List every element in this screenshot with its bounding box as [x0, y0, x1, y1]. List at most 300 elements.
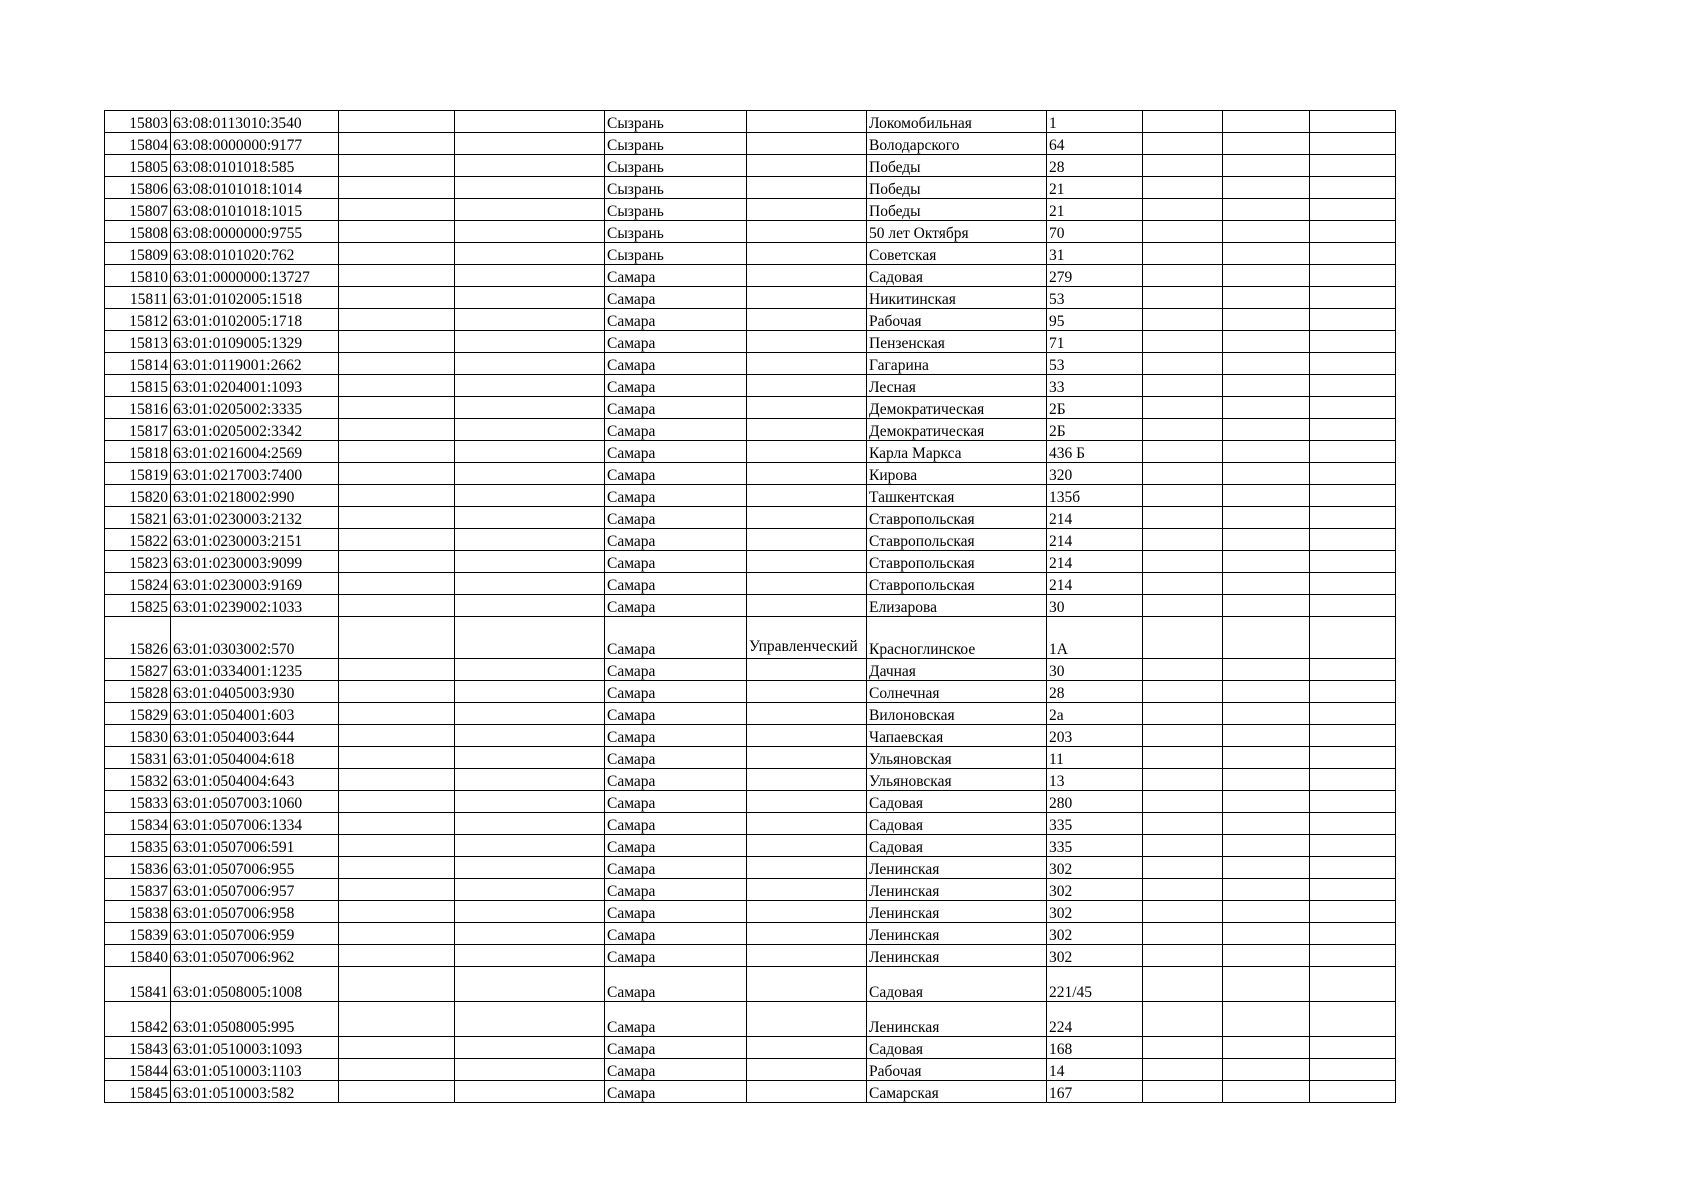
- cell-empty: [1310, 813, 1396, 835]
- cell-empty: [1310, 111, 1396, 133]
- cell-city: Самара: [605, 485, 747, 507]
- cell-row-number: 15842: [105, 1002, 171, 1037]
- cell-street: Володарского: [867, 133, 1047, 155]
- cell-house-number: 30: [1047, 595, 1143, 617]
- cell-empty: [1143, 551, 1223, 573]
- cell-empty: [1143, 287, 1223, 309]
- cell-city: Самара: [605, 529, 747, 551]
- cell-empty: [339, 243, 455, 265]
- cell-empty: [339, 1059, 455, 1081]
- cell-district: [747, 791, 867, 813]
- cell-row-number: 15829: [105, 703, 171, 725]
- cell-row-number: 15815: [105, 375, 171, 397]
- cell-empty: [1310, 857, 1396, 879]
- cell-empty: [455, 551, 605, 573]
- cell-empty: [455, 1059, 605, 1081]
- cell-city: Сызрань: [605, 221, 747, 243]
- cell-empty: [455, 659, 605, 681]
- cell-district: [747, 769, 867, 791]
- cell-street: Самарская: [867, 1081, 1047, 1103]
- cell-district: [747, 419, 867, 441]
- cell-district: [747, 857, 867, 879]
- cell-row-number: 15824: [105, 573, 171, 595]
- table-row: [105, 879, 1396, 901]
- cell-empty: [1143, 463, 1223, 485]
- cell-street: Локомобильная: [867, 111, 1047, 133]
- cell-street: Победы: [867, 177, 1047, 199]
- table-row: [105, 397, 1396, 419]
- table-row: [105, 835, 1396, 857]
- cell-house-number: 203: [1047, 725, 1143, 747]
- cell-empty: [1310, 725, 1396, 747]
- cell-city: Сызрань: [605, 155, 747, 177]
- cell-empty: [455, 111, 605, 133]
- cell-empty: [339, 835, 455, 857]
- cell-empty: [339, 945, 455, 967]
- cell-city: Сызрань: [605, 243, 747, 265]
- cell-district: [747, 725, 867, 747]
- cell-cadastral-number: 63:08:0101018:1015: [171, 199, 339, 221]
- cell-row-number: 15827: [105, 659, 171, 681]
- cell-city: Самара: [605, 375, 747, 397]
- cell-empty: [1223, 681, 1310, 703]
- cell-empty: [339, 703, 455, 725]
- cell-house-number: 135б: [1047, 485, 1143, 507]
- cell-empty: [339, 879, 455, 901]
- cell-empty: [1223, 331, 1310, 353]
- cell-empty: [1310, 769, 1396, 791]
- cell-row-number: 15803: [105, 111, 171, 133]
- cell-empty: [339, 813, 455, 835]
- cell-row-number: 15839: [105, 923, 171, 945]
- cell-street: Пензенская: [867, 331, 1047, 353]
- cell-empty: [1223, 725, 1310, 747]
- cell-street: Ставропольская: [867, 507, 1047, 529]
- cell-district: [747, 747, 867, 769]
- cell-empty: [1143, 813, 1223, 835]
- cell-city: Самара: [605, 681, 747, 703]
- table-row: [105, 309, 1396, 331]
- cell-house-number: 168: [1047, 1037, 1143, 1059]
- cell-empty: [1223, 221, 1310, 243]
- cell-empty: [1143, 617, 1223, 659]
- cell-cadastral-number: 63:01:0510003:582: [171, 1081, 339, 1103]
- cell-empty: [1310, 879, 1396, 901]
- cell-empty: [339, 419, 455, 441]
- cell-empty: [1223, 463, 1310, 485]
- cell-empty: [1223, 967, 1310, 1002]
- cell-district: [747, 463, 867, 485]
- cell-empty: [339, 507, 455, 529]
- cell-cadastral-number: 63:01:0102005:1518: [171, 287, 339, 309]
- cell-empty: [1143, 243, 1223, 265]
- cell-cadastral-number: 63:01:0504004:618: [171, 747, 339, 769]
- cell-empty: [339, 463, 455, 485]
- cell-empty: [455, 725, 605, 747]
- cell-city: Самара: [605, 659, 747, 681]
- cell-empty: [1223, 595, 1310, 617]
- cell-cadastral-number: 63:01:0216004:2569: [171, 441, 339, 463]
- cell-empty: [1310, 923, 1396, 945]
- cell-empty: [1223, 857, 1310, 879]
- cell-empty: [455, 1037, 605, 1059]
- cell-street: 50 лет Октября: [867, 221, 1047, 243]
- cell-cadastral-number: 63:01:0239002:1033: [171, 595, 339, 617]
- cell-empty: [455, 1081, 605, 1103]
- table-row: [105, 529, 1396, 551]
- cell-empty: [1143, 155, 1223, 177]
- cell-district: [747, 813, 867, 835]
- cell-cadastral-number: 63:01:0230003:2132: [171, 507, 339, 529]
- cell-empty: [1143, 265, 1223, 287]
- cell-empty: [455, 901, 605, 923]
- cell-district: [747, 1059, 867, 1081]
- cell-city: Самара: [605, 551, 747, 573]
- cell-row-number: 15838: [105, 901, 171, 923]
- cell-district: [747, 265, 867, 287]
- cell-row-number: 15804: [105, 133, 171, 155]
- cell-cadastral-number: 63:08:0113010:3540: [171, 111, 339, 133]
- table-row: [105, 221, 1396, 243]
- cell-house-number: 31: [1047, 243, 1143, 265]
- cell-empty: [1223, 507, 1310, 529]
- cell-district: [747, 287, 867, 309]
- cell-house-number: 436 Б: [1047, 441, 1143, 463]
- cell-city: Самара: [605, 595, 747, 617]
- cell-house-number: 53: [1047, 353, 1143, 375]
- table-row: [105, 857, 1396, 879]
- table-row: [105, 463, 1396, 485]
- cell-cadastral-number: 63:01:0507006:957: [171, 879, 339, 901]
- cell-street: Ставропольская: [867, 573, 1047, 595]
- cell-cadastral-number: 63:01:0508005:1008: [171, 967, 339, 1002]
- cell-empty: [1143, 857, 1223, 879]
- cell-empty: [1143, 375, 1223, 397]
- cell-cadastral-number: 63:08:0101018:585: [171, 155, 339, 177]
- cell-empty: [455, 617, 605, 659]
- cell-empty: [339, 397, 455, 419]
- cell-empty: [339, 725, 455, 747]
- cell-empty: [1223, 529, 1310, 551]
- cell-house-number: 302: [1047, 945, 1143, 967]
- cell-empty: [1310, 1059, 1396, 1081]
- cell-empty: [1223, 879, 1310, 901]
- cell-house-number: 302: [1047, 901, 1143, 923]
- cell-district: [747, 375, 867, 397]
- cell-street: Чапаевская: [867, 725, 1047, 747]
- cell-city: Самара: [605, 287, 747, 309]
- cell-street: Демократическая: [867, 419, 1047, 441]
- cell-empty: [1143, 901, 1223, 923]
- cell-empty: [455, 375, 605, 397]
- cell-empty: [339, 485, 455, 507]
- cell-district: [747, 703, 867, 725]
- cell-district: [747, 879, 867, 901]
- cell-district: [747, 595, 867, 617]
- cell-empty: [339, 901, 455, 923]
- cell-empty: [339, 551, 455, 573]
- cell-street: Садовая: [867, 967, 1047, 1002]
- cell-cadastral-number: 63:01:0510003:1093: [171, 1037, 339, 1059]
- cell-cadastral-number: 63:01:0230003:2151: [171, 529, 339, 551]
- cell-empty: [339, 331, 455, 353]
- cell-row-number: 15834: [105, 813, 171, 835]
- cell-street: Ленинская: [867, 857, 1047, 879]
- cell-cadastral-number: 63:01:0218002:990: [171, 485, 339, 507]
- table-row: [105, 791, 1396, 813]
- cell-empty: [1223, 1002, 1310, 1037]
- cell-empty: [455, 331, 605, 353]
- table-row: [105, 551, 1396, 573]
- cell-street: Солнечная: [867, 681, 1047, 703]
- cell-city: Самара: [605, 901, 747, 923]
- cell-street: Садовая: [867, 835, 1047, 857]
- cell-row-number: 15811: [105, 287, 171, 309]
- cell-cadastral-number: 63:01:0119001:2662: [171, 353, 339, 375]
- cell-house-number: 302: [1047, 879, 1143, 901]
- cell-empty: [339, 221, 455, 243]
- cell-empty: [1310, 901, 1396, 923]
- cell-empty: [339, 353, 455, 375]
- cell-cadastral-number: 63:01:0507003:1060: [171, 791, 339, 813]
- cell-cadastral-number: 63:01:0217003:7400: [171, 463, 339, 485]
- cell-row-number: 15821: [105, 507, 171, 529]
- cell-street: Победы: [867, 155, 1047, 177]
- cell-street: Гагарина: [867, 353, 1047, 375]
- cell-empty: [339, 1081, 455, 1103]
- cell-empty: [455, 419, 605, 441]
- table-row: [105, 813, 1396, 835]
- cell-empty: [455, 681, 605, 703]
- cell-cadastral-number: 63:01:0507006:959: [171, 923, 339, 945]
- cell-empty: [1223, 747, 1310, 769]
- cell-empty: [455, 221, 605, 243]
- cell-street: Советская: [867, 243, 1047, 265]
- cell-empty: [455, 967, 605, 1002]
- cell-empty: [1143, 703, 1223, 725]
- cell-district: [747, 529, 867, 551]
- cell-street: Ставропольская: [867, 529, 1047, 551]
- cell-city: Самара: [605, 1002, 747, 1037]
- cell-empty: [455, 857, 605, 879]
- cell-cadastral-number: 63:01:0102005:1718: [171, 309, 339, 331]
- cell-empty: [1223, 177, 1310, 199]
- cell-empty: [455, 485, 605, 507]
- cell-empty: [455, 243, 605, 265]
- cell-empty: [1310, 265, 1396, 287]
- table-row: [105, 769, 1396, 791]
- cell-empty: [1310, 133, 1396, 155]
- cell-city: Самара: [605, 791, 747, 813]
- cell-district: [747, 507, 867, 529]
- cell-street: Елизарова: [867, 595, 1047, 617]
- cell-empty: [455, 133, 605, 155]
- cell-empty: [1310, 221, 1396, 243]
- cell-district: [747, 1081, 867, 1103]
- cell-empty: [1310, 1002, 1396, 1037]
- cell-cadastral-number: 63:08:0000000:9177: [171, 133, 339, 155]
- cell-street: Карла Маркса: [867, 441, 1047, 463]
- cell-empty: [339, 199, 455, 221]
- table-row: [105, 1081, 1396, 1103]
- cell-empty: [455, 703, 605, 725]
- cell-empty: [339, 1002, 455, 1037]
- cell-street: Дачная: [867, 659, 1047, 681]
- cell-city: Самара: [605, 331, 747, 353]
- cell-row-number: 15818: [105, 441, 171, 463]
- cell-city: Самара: [605, 419, 747, 441]
- cell-empty: [1310, 463, 1396, 485]
- cell-empty: [339, 375, 455, 397]
- cell-empty: [1223, 945, 1310, 967]
- cell-city: Самара: [605, 879, 747, 901]
- cell-empty: [1310, 199, 1396, 221]
- cell-row-number: 15809: [105, 243, 171, 265]
- cell-house-number: 221/45: [1047, 967, 1143, 1002]
- cell-empty: [1310, 419, 1396, 441]
- cell-city: Сызрань: [605, 111, 747, 133]
- cell-row-number: 15805: [105, 155, 171, 177]
- cell-street: Ульяновская: [867, 769, 1047, 791]
- table-row: [105, 265, 1396, 287]
- cell-street: Никитинская: [867, 287, 1047, 309]
- cell-empty: [455, 923, 605, 945]
- cell-row-number: 15820: [105, 485, 171, 507]
- cell-empty: [1310, 573, 1396, 595]
- cell-house-number: 33: [1047, 375, 1143, 397]
- cell-row-number: 15806: [105, 177, 171, 199]
- cell-empty: [1143, 879, 1223, 901]
- cell-street: Ленинская: [867, 879, 1047, 901]
- cell-city: Самара: [605, 617, 747, 659]
- table-row: [105, 901, 1396, 923]
- cell-district: [747, 573, 867, 595]
- cell-empty: [1143, 725, 1223, 747]
- cell-house-number: 28: [1047, 681, 1143, 703]
- cell-empty: [1310, 595, 1396, 617]
- cell-empty: [1310, 397, 1396, 419]
- cell-empty: [1310, 945, 1396, 967]
- cell-city: Самара: [605, 353, 747, 375]
- cell-empty: [339, 659, 455, 681]
- cell-house-number: 70: [1047, 221, 1143, 243]
- table-row: [105, 1002, 1396, 1037]
- cell-row-number: 15812: [105, 309, 171, 331]
- cell-empty: [1223, 1059, 1310, 1081]
- cell-city: Самара: [605, 1081, 747, 1103]
- table-row: [105, 507, 1396, 529]
- table-row: [105, 923, 1396, 945]
- cell-empty: [1143, 681, 1223, 703]
- cell-empty: [1143, 747, 1223, 769]
- cell-cadastral-number: 63:01:0508005:995: [171, 1002, 339, 1037]
- cell-street: Победы: [867, 199, 1047, 221]
- cell-empty: [1143, 177, 1223, 199]
- cell-cadastral-number: 63:01:0507006:1334: [171, 813, 339, 835]
- cell-row-number: 15810: [105, 265, 171, 287]
- cell-row-number: 15819: [105, 463, 171, 485]
- cell-row-number: 15833: [105, 791, 171, 813]
- cell-empty: [1143, 923, 1223, 945]
- cell-house-number: 280: [1047, 791, 1143, 813]
- cell-empty: [455, 1002, 605, 1037]
- cell-street: Красноглинское: [867, 617, 1047, 659]
- cell-cadastral-number: 63:01:0109005:1329: [171, 331, 339, 353]
- table-row: [105, 287, 1396, 309]
- table-row: [105, 967, 1396, 1002]
- cell-house-number: 214: [1047, 573, 1143, 595]
- table-row: [105, 375, 1396, 397]
- cell-row-number: 15841: [105, 967, 171, 1002]
- cell-house-number: 53: [1047, 287, 1143, 309]
- cell-district: [747, 221, 867, 243]
- cell-house-number: 224: [1047, 1002, 1143, 1037]
- cell-empty: [1143, 1037, 1223, 1059]
- cell-city: Самара: [605, 507, 747, 529]
- cell-city: Самара: [605, 703, 747, 725]
- cell-street: Садовая: [867, 791, 1047, 813]
- cell-cadastral-number: 63:01:0334001:1235: [171, 659, 339, 681]
- cell-row-number: 15814: [105, 353, 171, 375]
- cell-empty: [455, 573, 605, 595]
- cell-house-number: 1А: [1047, 617, 1143, 659]
- cell-empty: [1223, 835, 1310, 857]
- cell-house-number: 21: [1047, 199, 1143, 221]
- cell-empty: [1310, 659, 1396, 681]
- cell-empty: [1143, 353, 1223, 375]
- table-row: [105, 595, 1396, 617]
- cell-city: Самара: [605, 747, 747, 769]
- cell-house-number: 214: [1047, 529, 1143, 551]
- table-row: [105, 155, 1396, 177]
- cell-empty: [1310, 331, 1396, 353]
- cell-house-number: 214: [1047, 551, 1143, 573]
- cell-city: Самара: [605, 265, 747, 287]
- cell-row-number: 15822: [105, 529, 171, 551]
- cell-row-number: 15823: [105, 551, 171, 573]
- cell-row-number: 15807: [105, 199, 171, 221]
- cell-city: Самара: [605, 397, 747, 419]
- cell-row-number: 15835: [105, 835, 171, 857]
- cell-empty: [1223, 791, 1310, 813]
- cell-district: [747, 485, 867, 507]
- cell-city: Самара: [605, 835, 747, 857]
- cell-house-number: 320: [1047, 463, 1143, 485]
- cell-district: [747, 901, 867, 923]
- cell-empty: [1143, 221, 1223, 243]
- cell-empty: [455, 529, 605, 551]
- cell-city: Сызрань: [605, 177, 747, 199]
- cell-empty: [1143, 507, 1223, 529]
- cell-row-number: 15828: [105, 681, 171, 703]
- cell-empty: [1223, 769, 1310, 791]
- cell-district: [747, 133, 867, 155]
- table-row: [105, 353, 1396, 375]
- cell-empty: [339, 133, 455, 155]
- cell-cadastral-number: 63:01:0504001:603: [171, 703, 339, 725]
- table-row: [105, 441, 1396, 463]
- cell-empty: [455, 177, 605, 199]
- cell-city: Самара: [605, 725, 747, 747]
- cell-empty: [1143, 133, 1223, 155]
- cell-house-number: 2Б: [1047, 397, 1143, 419]
- cell-row-number: 15836: [105, 857, 171, 879]
- cell-empty: [455, 397, 605, 419]
- cell-district: [747, 309, 867, 331]
- cell-house-number: 14: [1047, 1059, 1143, 1081]
- cell-house-number: 11: [1047, 747, 1143, 769]
- cell-empty: [339, 309, 455, 331]
